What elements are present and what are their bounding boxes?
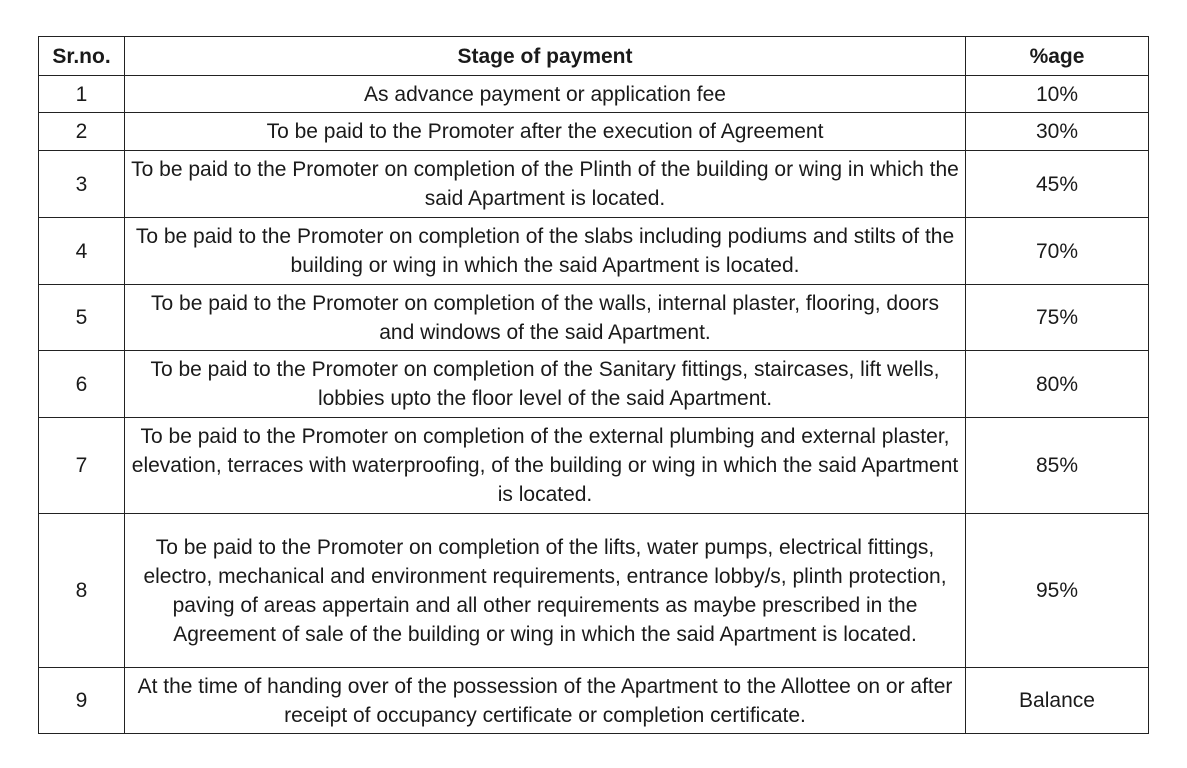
cell-percentage: 70% bbox=[966, 218, 1149, 285]
cell-percentage: 30% bbox=[966, 113, 1149, 151]
cell-percentage: 95% bbox=[966, 514, 1149, 668]
cell-percentage: 45% bbox=[966, 151, 1149, 218]
table-row bbox=[39, 668, 1149, 734]
cell-percentage: 10% bbox=[966, 76, 1149, 113]
cell-stage: To be paid to the Promoter on completion of the Plinth of the building or wing in which the said Apartment is located. bbox=[125, 151, 966, 218]
table-row bbox=[39, 113, 1149, 151]
cell-percentage: 75% bbox=[966, 285, 1149, 351]
cell-stage: To be paid to the Promoter on completion of the walls, internal plaster, flooring, doors and windows of the said Apartment. bbox=[125, 285, 966, 351]
table-row bbox=[39, 285, 1149, 351]
cell-stage: At the time of handing over of the possession of the Apartment to the Allottee on or after receipt of occupancy certificate or completion certificate. bbox=[125, 668, 966, 734]
cell-stage: To be paid to the Promoter after the execution of Agreement bbox=[125, 113, 966, 151]
cell-stage: To be paid to the Promoter on completion of the lifts, water pumps, electrical fittings, electro, mechanical and environment requirements, entrance lobby/s, plinth protection, paving of areas appertain and all other requirements as maybe prescribed in the Agreement of sale of the building or wing in which the said Apartment is located. bbox=[125, 514, 966, 668]
cell-sr-no: 7 bbox=[39, 418, 125, 514]
table-header-row bbox=[39, 37, 1149, 76]
cell-sr-no: 8 bbox=[39, 514, 125, 668]
cell-sr-no: 6 bbox=[39, 351, 125, 418]
table-row bbox=[39, 218, 1149, 285]
cell-sr-no: 5 bbox=[39, 285, 125, 351]
header-percentage: %age bbox=[966, 37, 1149, 76]
cell-percentage: 80% bbox=[966, 351, 1149, 418]
cell-sr-no: 1 bbox=[39, 76, 125, 113]
cell-stage: As advance payment or application fee bbox=[125, 76, 966, 113]
cell-sr-no: 3 bbox=[39, 151, 125, 218]
header-stage-of-payment: Stage of payment bbox=[125, 37, 966, 76]
cell-sr-no: 9 bbox=[39, 668, 125, 734]
table-row bbox=[39, 151, 1149, 218]
cell-sr-no: 2 bbox=[39, 113, 125, 151]
cell-sr-no: 4 bbox=[39, 218, 125, 285]
payment-schedule-table bbox=[38, 36, 1149, 734]
table-row bbox=[39, 351, 1149, 418]
table-row bbox=[39, 418, 1149, 514]
cell-percentage: 85% bbox=[966, 418, 1149, 514]
table-row bbox=[39, 76, 1149, 113]
header-sr-no: Sr.no. bbox=[39, 37, 125, 76]
cell-stage: To be paid to the Promoter on completion of the external plumbing and external plaster, elevation, terraces with waterproofing, of the building or wing in which the said Apartment is located. bbox=[125, 418, 966, 514]
cell-stage: To be paid to the Promoter on completion of the slabs including podiums and stilts of the building or wing in which the said Apartment is located. bbox=[125, 218, 966, 285]
cell-stage: To be paid to the Promoter on completion of the Sanitary fittings, staircases, lift wells, lobbies upto the floor level of the said Apartment. bbox=[125, 351, 966, 418]
table-row bbox=[39, 514, 1149, 668]
cell-percentage: Balance bbox=[966, 668, 1149, 734]
